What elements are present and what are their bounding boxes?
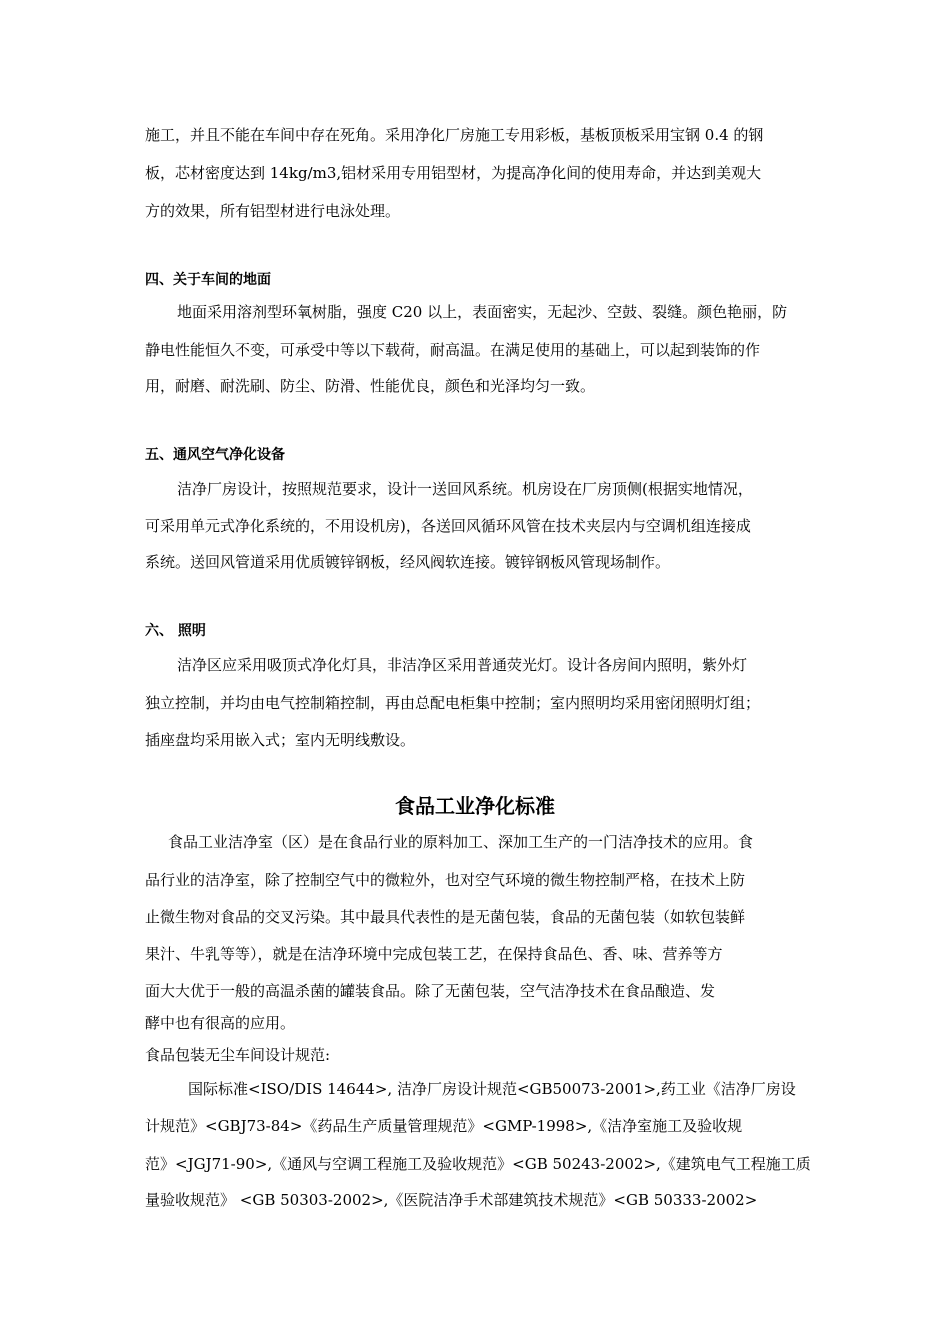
paragraph-line: 面大大优于一般的高温杀菌的罐装食品。除了无菌包装，空气洁净技术在食品酿造、发 (145, 982, 716, 1000)
paragraph-line: 独立控制，并均由电气控制箱控制，再由总配电柜集中控制；室内照明均采用密闭照明灯组； (145, 694, 761, 712)
section-heading-floor: 四、关于车间的地面 (145, 272, 271, 288)
section-heading-lighting: 六、 照明 (145, 623, 206, 639)
paragraph-line: 系统。送回风管道采用优质镀锌钢板，经风阀软连接。镀锌钢板风管现场制作。 (145, 553, 671, 571)
paragraph-line: 插座盘均采用嵌入式；室内无明线敷设。 (145, 731, 416, 749)
paragraph-line: 方的效果，所有铝型材进行电泳处理。 (145, 202, 401, 220)
paragraph-line: 范》<JGJ71-90>,《通风与空调工程施工及验收规范》<GB 50243-2002>,《建筑电气工程施工质 (145, 1155, 811, 1173)
paragraph-line: 量验收规范》 <GB 50303-2002>,《医院洁净手术部建筑技术规范》<GB 50333-2002> (145, 1191, 758, 1209)
paragraph-line: 国际标准<ISO/DIS 14644>, 洁净厂房设计规范<GB50073-2001>,药工业《洁净厂房设 (188, 1080, 796, 1098)
paragraph-line: 洁净厂房设计，按照规范要求，设计一送回风系统。机房设在厂房顶侧(根据实地情况， (177, 480, 753, 498)
paragraph-line: 食品工业洁净室（区）是在食品行业的原料加工、深加工生产的一门洁净技术的应用。食 (168, 833, 754, 851)
paragraph-line: 果汁、牛乳等等），就是在洁净环境中完成包装工艺，在保持食品色、香、味、营养等方 (145, 945, 723, 963)
paragraph-line: 用，耐磨、耐洗刷、防尘、防滑、性能优良，颜色和光泽均匀一致。 (145, 377, 596, 395)
paragraph-line: 计规范》<GBJ73-84>《药品生产质量管理规范》<GMP-1998>,《洁净室施工及验收规 (145, 1117, 743, 1135)
section-heading-ventilation: 五、通风空气净化设备 (145, 447, 285, 463)
paragraph-line: 止微生物对食品的交叉污染。其中最具代表性的是无菌包装，食品的无菌包装（如软包装鲜 (145, 908, 746, 926)
paragraph-line: 食品包装无尘车间设计规范: (145, 1046, 331, 1064)
paragraph-line: 地面采用溶剂型环氧树脂，强度 C20 以上，表面密实，无起沙、空鼓、裂缝。颜色艳丽，防 (177, 303, 788, 321)
paragraph-line: 品行业的洁净室，除了控制空气中的微粒外，也对空气环境的微生物控制严格，在技术上防 (145, 871, 746, 889)
paragraph-line: 施工，并且不能在车间中存在死角。采用净化厂房施工专用彩板，基板顶板采用宝钢 0.4 的钢 (145, 126, 764, 144)
paragraph-line: 板，芯材密度达到 14kg/m3,铝材采用专用铝型材，为提高净化间的使用寿命，并达到美观大 (145, 164, 762, 182)
paragraph-line: 酵中也有很高的应用。 (145, 1014, 296, 1032)
page-title: 食品工业净化标准 (395, 794, 555, 818)
paragraph-line: 可采用单元式净化系统的，不用设机房)，各送回风循环风管在技术夹层内与空调机组连接成 (145, 517, 751, 535)
paragraph-line: 洁净区应采用吸顶式净化灯具，非洁净区采用普通荧光灯。设计各房间内照明，紫外灯 (177, 656, 748, 674)
paragraph-line: 静电性能恒久不变，可承受中等以下载荷，耐高温。在满足使用的基础上，可以起到装饰的作 (145, 341, 761, 359)
